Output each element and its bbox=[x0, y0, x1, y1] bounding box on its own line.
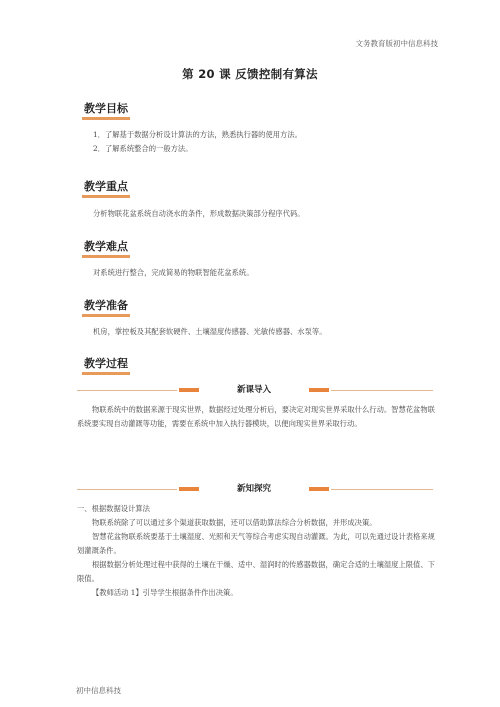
divider-intro bbox=[77, 384, 433, 398]
divider-intro-label: 新课导入 bbox=[236, 385, 271, 395]
section-heading-difficulties: 教学难点 bbox=[82, 240, 130, 258]
explore-subheading: 一、根据数据设计算法 bbox=[77, 504, 150, 513]
difficulties-text bbox=[93, 266, 436, 280]
explore-text bbox=[77, 502, 438, 600]
explore-paragraph-1: 物联系统除了可以通过多个渠道获取数据，还可以借助算法综合分析数据，并形成决策。 bbox=[92, 518, 377, 527]
difficulties-line: 对系统进行整合，完成简易的物联智能花盆系统。 bbox=[93, 268, 254, 277]
page-header: 文务教育版初中信息科技 bbox=[355, 39, 438, 48]
goals-list bbox=[93, 128, 436, 156]
intro-paragraph: 物联系统中的数据来源于现实世界，数据经过处理分析后，要决定对现实世界采取什么行动。智慧花盆物联系统要实现自动灌溉等功能，需要在系统中加入执行器模块，以便向现实世界采取行动。 bbox=[77, 405, 435, 428]
divider-explore bbox=[77, 483, 433, 497]
section-heading-process: 教学过程 bbox=[82, 357, 130, 375]
explore-activity: 【教师活动 1】引导学生根据条件作出决策。 bbox=[92, 588, 238, 597]
goal-item-2: 2．了解系统整合的一般方法。 bbox=[93, 144, 193, 153]
key-points-line: 分析物联花盆系统自动浇水的条件，形成数据决策部分程序代码。 bbox=[93, 209, 305, 218]
explore-paragraph-2: 智慧花盆物联系统要基于土壤湿度、光照和天气等综合考虑实现自动灌溉。为此，可以先通过设计表格来规划灌溉条件。 bbox=[77, 532, 435, 555]
preparation-text bbox=[93, 325, 436, 339]
lesson-title: 第 20 课 反馈控制有算法 bbox=[182, 67, 318, 81]
intro-text bbox=[77, 403, 438, 431]
section-heading-goals: 教学目标 bbox=[82, 102, 130, 120]
section-heading-key-points: 教学重点 bbox=[82, 180, 130, 198]
key-points-text bbox=[93, 207, 436, 221]
explore-paragraph-3: 根据数据分析处理过程中获得的土壤在干燥、适中、湿润时的传感器数据，确定合适的土壤湿度上限值、下限值。 bbox=[77, 560, 435, 583]
page-footer: 初中信息科技 bbox=[76, 686, 121, 695]
divider-explore-label: 新知探究 bbox=[236, 484, 271, 494]
preparation-line: 机房，掌控板及其配套软硬件、土壤湿度传感器、光敏传感器、水泵等。 bbox=[93, 327, 327, 336]
goal-item-1: 1．了解基于数据分析设计算法的方法，熟悉执行器的使用方法。 bbox=[93, 130, 302, 139]
section-heading-preparation: 教学准备 bbox=[82, 299, 130, 317]
